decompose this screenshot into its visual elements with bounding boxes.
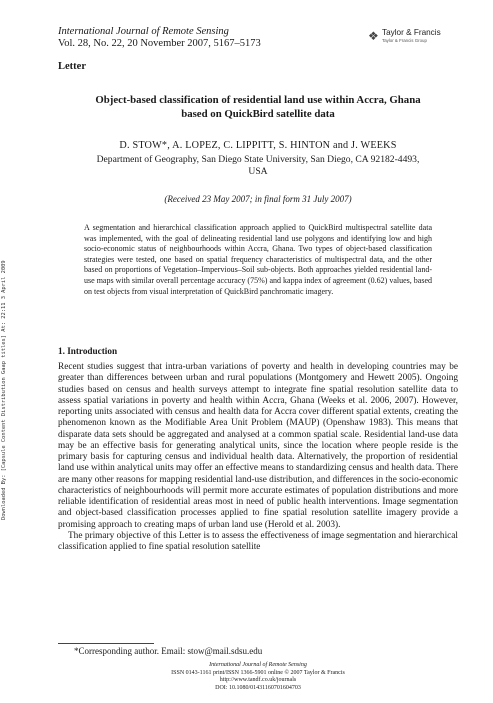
author-list: D. STOW*, A. LOPEZ, C. LIPPITT, S. HINTON and J. WEEKS bbox=[119, 140, 397, 151]
footer-doi: DOI: 10.1080/01431160701604703 bbox=[215, 684, 301, 691]
paragraph-1: Recent studies suggest that intra-urban variations of poverty and health in developing countries may be greater than differences between urban and rural populations (Montgomery and Hewett 2005). Ongoing studies based on census and health surveys attempt to integrate fine spatial resolution satellite data to assess spatial variations in poverty and health within Accra, Ghana (Weeks et al. 2006, 2007). However, reporting units associated with census and health data for Accra cover different spatial extents, creating the phenomenon known as the Modifiable Area Unit Problem (MAUP) (Openshaw 1983). This means that disparate data sets should be aggregated and analysed at a common spatial scale. Residential land-use data may be an effective basis for generating analytical units, since the location where people reside is the primary basis for capturing census and individual health data. Alternatively, the proportion of residential land use within analytical units may offer an effective means to standardizing census and health data. There are many other reasons for mapping residential land-use distribution, and differences in the socio-economic characteristics of neighbourhoods will permit more accurate estimates of population distributions and more reliable identification of residential areas most in need of public health interventions. Image segmentation and object-based classification processes applied to fine spatial resolution satellite imagery provide a promising approach to creating maps of urban land use (Herold et al. 2003). bbox=[58, 362, 458, 530]
publisher-name: Taylor & Francis bbox=[382, 28, 441, 37]
affiliation-line-1: Department of Geography, San Diego State University, San Diego, CA 92182-4493, bbox=[96, 154, 420, 165]
volume-line: Vol. 28, No. 22, 20 November 2007, 5167–5173 bbox=[58, 38, 261, 49]
affiliation bbox=[58, 154, 458, 178]
title-line-1: Object-based classification of residential land use within Accra, Ghana bbox=[95, 94, 421, 106]
paragraph-2: The primary objective of this Letter is to assess the effectiveness of image segmentation and hierarchical classification applied to fine spatial resolution satellite bbox=[58, 530, 458, 552]
journal-name: International Journal of Remote Sensing bbox=[58, 26, 229, 37]
publisher-logo bbox=[368, 28, 458, 50]
footer-issn: ISSN 0143-1161 print/ISSN 1366-5901 online © 2007 Taylor & Francis bbox=[171, 669, 345, 676]
page-footer bbox=[58, 662, 458, 692]
footer-journal: International Journal of Remote Sensing bbox=[209, 662, 307, 668]
paper-title bbox=[58, 94, 458, 121]
body-text bbox=[58, 362, 458, 553]
publisher-subtitle: Taylor & Francis Group bbox=[382, 38, 427, 43]
download-note: Downloaded By: [Capsule Content Distribution Gaap titles] At: 22:11 3 April 2009 bbox=[1, 260, 7, 520]
received-dates: (Received 23 May 2007; in final form 31 July 2007) bbox=[164, 194, 352, 204]
abstract: A segmentation and hierarchical classification approach applied to QuickBird multispectral satellite data was implemented, with the goal of delineating residential land use polygons and identifying low and high socio-economic status of neighbourhoods within Accra, Ghana. Two types of object-based classification strategies were tested, one based on spatial frequency characteristics of multispectral data, and the other based on proportions of Vegetation–Impervious–Soil sub-objects. Both approaches yielded residential land-use maps with similar overall percentage accuracy (75%) and kappa index of agreement (0.62) values, based on test objects from visual interpretation of QuickBird panchromatic imagery. bbox=[84, 223, 432, 296]
section-heading-introduction: 1. Introduction bbox=[58, 346, 118, 356]
download-watermark bbox=[0, 190, 12, 520]
publisher-logo-icon: ❖ bbox=[368, 29, 379, 43]
corresponding-author-note: *Corresponding author. Email: stow@mail.sdsu.edu bbox=[74, 646, 263, 656]
affiliation-line-2: USA bbox=[248, 166, 268, 177]
article-type: Letter bbox=[58, 61, 86, 72]
footnote-divider bbox=[58, 643, 154, 644]
title-line-2: based on QuickBird satellite data bbox=[181, 107, 335, 120]
footer-url[interactable]: http://www.tandf.co.uk/journals bbox=[219, 677, 297, 684]
